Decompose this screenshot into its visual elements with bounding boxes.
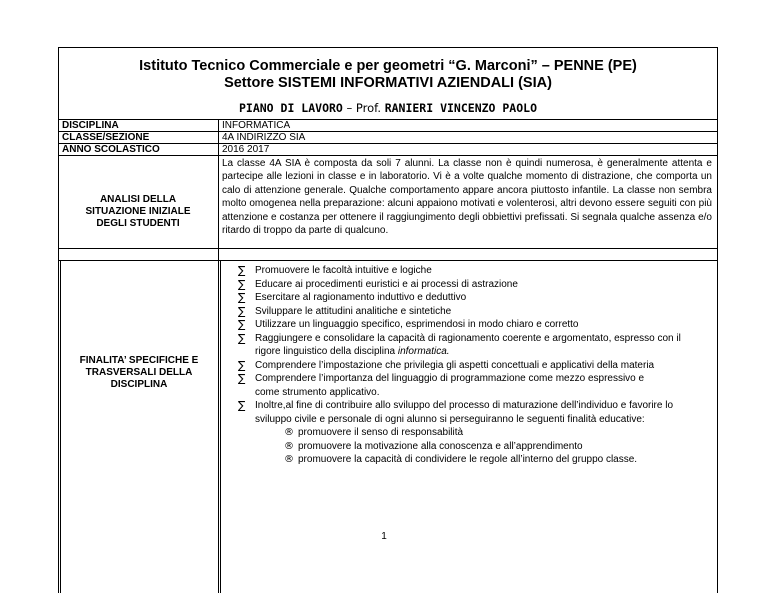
item-line xyxy=(255,345,708,359)
sigma-bullet-icon: ∑ xyxy=(238,318,246,331)
row-divider xyxy=(58,248,718,249)
label-anno: ANNO SCOLASTICO xyxy=(62,144,160,155)
item-line: sviluppo civile e personale di ogni alunno si perseguiranno le seguenti finalità educative: xyxy=(255,413,645,425)
label-line: ANALISI DELLA xyxy=(99,194,177,205)
item-line: Raggiungere e consolidare la capacità di ragionamento coerente e argomentato, espresso con il xyxy=(255,332,681,344)
value-disciplina: INFORMATICA xyxy=(222,120,291,131)
sigma-bullet-icon: ∑ xyxy=(238,304,246,318)
item-line: Inoltre,al fine di contribuire allo sviluppo del processo di maturazione dell’individuo e favorire lo xyxy=(255,400,674,411)
registered-bullet-icon: ® xyxy=(284,440,294,452)
label-analisi xyxy=(58,194,218,230)
plan-dash: – xyxy=(342,101,356,115)
registered-bullet-icon: ® xyxy=(284,454,294,465)
label-disciplina: DISCIPLINA xyxy=(62,120,119,131)
sub-list-item xyxy=(284,453,708,467)
analisi-line: ritardo di troppo da parte di qualcuno. xyxy=(222,225,389,237)
item-line: Promuovere le facoltà intuitive e logiche xyxy=(255,265,432,276)
label-finalita xyxy=(60,355,218,391)
analisi-line: partecipe alle lezioni in classe e in laboratorio. Vi è a volte qualche momento di distrazione, che comporta un xyxy=(222,171,712,183)
school-title: Istituto Tecnico Commerciale e per geometri “G. Marconi” – PENNE (PE) xyxy=(139,58,637,74)
finalita-list xyxy=(238,264,708,467)
analisi-line: calo di attenzione generale. Qualche comportamento appare ancora piuttosto infantile. La classe non sembra xyxy=(222,184,712,196)
label-line: FINALITA’ SPECIFICHE E xyxy=(79,355,199,366)
row-divider xyxy=(58,260,718,261)
sub-list-item xyxy=(284,426,708,440)
page-number: 1 xyxy=(381,531,387,542)
item-line: come strumento applicativo. xyxy=(255,386,380,398)
column-divider-inner xyxy=(220,260,221,593)
column-divider xyxy=(218,119,219,593)
item-line: Esercitare al ragionamento induttivo e deduttivo xyxy=(255,292,467,303)
item-italic-tail: informatica. xyxy=(397,346,450,357)
sub-item-text: promuovere il senso di responsabilità xyxy=(298,427,464,438)
analisi-line: attenzione e costanza per ottenere il raggiungimento degli obbiettivi prefissati. Si segnala qualche assenza e/o xyxy=(222,211,712,223)
item-line: Comprendere l’impostazione che privilegia gli aspetti concettuali e applicativi della materia xyxy=(255,359,655,371)
sub-item-text: promuovere la motivazione alla conoscenza e all’apprendimento xyxy=(298,440,583,452)
label-classe: CLASSE/SEZIONE xyxy=(62,132,150,143)
sigma-bullet-icon: ∑ xyxy=(238,277,246,291)
list-item xyxy=(238,332,708,359)
list-item xyxy=(238,399,708,426)
row-divider xyxy=(58,131,718,132)
table-top-border xyxy=(58,119,718,120)
item-line: Educare ai procedimenti euristici e ai processi di astrazione xyxy=(255,278,518,290)
label-line: SITUAZIONE INIZIALE xyxy=(85,206,191,217)
sub-item-text: promuovere la capacità di condividere le regole all’interno del gruppo classe. xyxy=(298,454,638,465)
plan-prof: Prof. xyxy=(355,101,385,115)
item-line-text: rigore linguistico della disciplina xyxy=(255,346,398,357)
column-divider-left xyxy=(60,260,61,593)
sigma-bullet-icon: ∑ xyxy=(238,358,246,372)
list-item xyxy=(238,291,708,305)
label-line: DEGLI STUDENTI xyxy=(96,218,180,229)
registered-bullet-icon: ® xyxy=(284,427,294,438)
educational-goals-list xyxy=(238,426,708,467)
label-line: DISCIPLINA xyxy=(110,379,168,390)
sigma-bullet-icon: ∑ xyxy=(238,372,246,385)
label-line: TRASVERSALI DELLA xyxy=(85,367,193,378)
sigma-bullet-icon: ∑ xyxy=(238,264,246,277)
value-anno: 2016 2017 xyxy=(222,144,270,155)
analisi-text xyxy=(222,157,712,237)
list-item xyxy=(238,264,708,278)
item-line: Comprendere l’importanza del linguaggio di programmazione come mezzo espressivo e xyxy=(255,373,645,384)
list-item xyxy=(238,372,708,399)
value-classe: 4A INDIRIZZO SIA xyxy=(222,132,306,143)
sub-list-item xyxy=(284,440,708,454)
item-line: Utilizzare un linguaggio specifico, esprimendosi in modo chiaro e corretto xyxy=(255,319,579,330)
sigma-bullet-icon: ∑ xyxy=(238,291,246,304)
analisi-line: La classe 4A SIA è composta da soli 7 alunni. La classe non è quindi numerosa, è generalmente attenta e xyxy=(222,158,712,169)
list-item xyxy=(238,278,708,292)
list-item xyxy=(238,318,708,332)
sigma-bullet-icon: ∑ xyxy=(238,399,246,412)
sigma-bullet-icon: ∑ xyxy=(238,331,246,345)
plan-label: PIANO DI LAVORO xyxy=(238,101,343,115)
item-line: Sviluppare le attitudini analitiche e sintetiche xyxy=(255,305,452,317)
analisi-line: molto omogenea nella preparazione: alcuni appaiono motivati e volenterosi, altri devono essere seguiti con più xyxy=(222,198,712,210)
list-item xyxy=(238,305,708,319)
sector-title: Settore SISTEMI INFORMATIVI AZIENDALI (SIA) xyxy=(224,75,552,91)
teacher-name: RANIERI VINCENZO PAOLO xyxy=(384,101,538,115)
list-item xyxy=(238,359,708,373)
plan-title xyxy=(58,101,718,116)
